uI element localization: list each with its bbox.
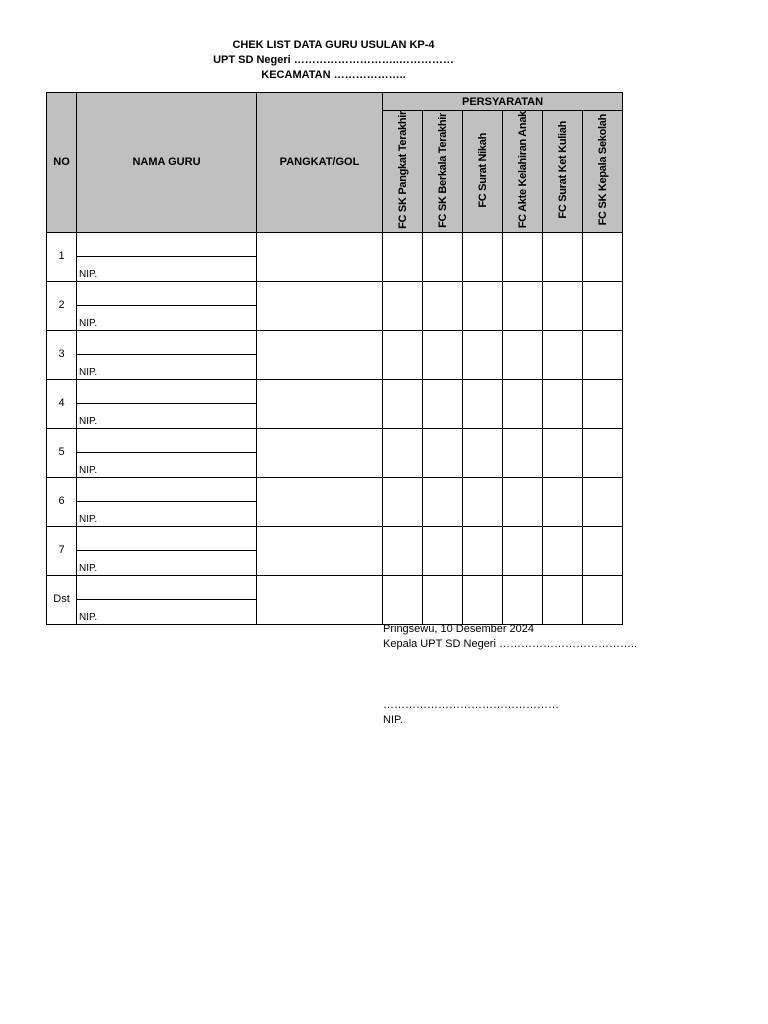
requirement-check-cell[interactable] <box>503 330 543 379</box>
requirement-check-cell[interactable] <box>383 232 423 281</box>
name-divider <box>77 452 256 453</box>
requirement-check-cell[interactable] <box>463 477 503 526</box>
table-row <box>47 477 623 526</box>
header-pangkat-gol: PANGKAT/GOL <box>257 93 383 233</box>
requirement-label: FC SK Kepala Sekolah <box>596 114 609 226</box>
signature-place-date: Pringsewu, 10 Desember 2024 <box>383 623 535 635</box>
nip-label: NIP. <box>79 513 98 525</box>
row-number: 1 <box>58 249 65 262</box>
requirement-check-cell[interactable] <box>543 379 583 428</box>
name-divider <box>77 550 256 551</box>
requirement-check-cell[interactable] <box>503 232 543 281</box>
requirement-check-cell[interactable] <box>543 281 583 330</box>
requirement-check-cell[interactable] <box>543 526 583 575</box>
row-number: 5 <box>58 445 65 458</box>
requirement-label: FC Surat Ket Kuliah <box>556 121 569 219</box>
requirement-check-cell[interactable] <box>543 428 583 477</box>
requirement-check-cell[interactable] <box>543 477 583 526</box>
district-line: KECAMATAN ……………….. <box>261 69 406 81</box>
requirement-check-cell[interactable] <box>463 575 503 624</box>
pangkat-gol-cell[interactable] <box>257 428 383 477</box>
requirement-check-cell[interactable] <box>463 526 503 575</box>
header-nama-guru: NAMA GURU <box>77 93 257 233</box>
row-number-cell <box>47 232 77 281</box>
nama-guru-cell[interactable] <box>77 330 257 379</box>
pangkat-gol-cell[interactable] <box>257 477 383 526</box>
nip-label: NIP. <box>79 464 98 476</box>
nip-label: NIP. <box>79 317 98 329</box>
row-number-cell <box>47 281 77 330</box>
requirement-check-cell[interactable] <box>583 428 623 477</box>
requirement-check-cell[interactable] <box>383 428 423 477</box>
name-divider <box>77 501 256 502</box>
pangkat-gol-cell[interactable] <box>257 526 383 575</box>
nip-label: NIP. <box>79 366 98 378</box>
requirement-header <box>383 111 423 233</box>
requirement-check-cell[interactable] <box>463 428 503 477</box>
table-row <box>47 428 623 477</box>
requirement-header <box>503 111 543 233</box>
nama-guru-cell[interactable] <box>77 575 257 624</box>
requirement-check-cell[interactable] <box>463 281 503 330</box>
requirement-check-cell[interactable] <box>423 477 463 526</box>
row-number: 4 <box>58 396 65 409</box>
requirement-check-cell[interactable] <box>543 330 583 379</box>
requirement-header <box>543 111 583 233</box>
nip-label: NIP. <box>79 611 98 623</box>
signature-nip: NIP. <box>383 714 403 726</box>
requirement-check-cell[interactable] <box>383 379 423 428</box>
requirement-check-cell[interactable] <box>503 379 543 428</box>
row-number: 3 <box>58 347 65 360</box>
document-title: CHEK LIST DATA GURU USULAN KP-4 <box>232 39 435 51</box>
requirement-check-cell[interactable] <box>423 428 463 477</box>
nip-label: NIP. <box>79 268 98 280</box>
school-line: UPT SD Negeri ………………………..…………… <box>213 54 454 66</box>
requirement-label: FC SK Berkala Terakhir <box>436 112 449 228</box>
requirement-check-cell[interactable] <box>423 379 463 428</box>
requirement-check-cell[interactable] <box>383 526 423 575</box>
checklist-table <box>46 92 623 625</box>
name-divider <box>77 354 256 355</box>
header-persyaratan: PERSYARATAN <box>383 93 623 111</box>
requirement-header <box>583 111 623 233</box>
requirement-check-cell[interactable] <box>543 575 583 624</box>
requirement-check-cell[interactable] <box>423 330 463 379</box>
requirement-check-cell[interactable] <box>383 575 423 624</box>
nama-guru-cell[interactable] <box>77 477 257 526</box>
requirement-check-cell[interactable] <box>423 575 463 624</box>
row-number-cell <box>47 575 77 624</box>
name-divider <box>77 305 256 306</box>
table-row <box>47 281 623 330</box>
nama-guru-cell[interactable] <box>77 232 257 281</box>
nama-guru-cell[interactable] <box>77 526 257 575</box>
requirement-check-cell[interactable] <box>583 575 623 624</box>
requirement-check-cell[interactable] <box>503 477 543 526</box>
requirement-check-cell[interactable] <box>423 232 463 281</box>
row-number: 7 <box>58 543 65 556</box>
requirement-check-cell[interactable] <box>503 281 543 330</box>
pangkat-gol-cell[interactable] <box>257 379 383 428</box>
table-row <box>47 526 623 575</box>
requirement-check-cell[interactable] <box>583 379 623 428</box>
row-number: 2 <box>58 298 65 311</box>
row-number-cell <box>47 477 77 526</box>
name-divider <box>77 256 256 257</box>
pangkat-gol-cell[interactable] <box>257 281 383 330</box>
signature-position: Kepala UPT SD Negeri ……………………………….. <box>383 638 638 650</box>
requirement-check-cell[interactable] <box>463 330 503 379</box>
requirement-label: FC SK Pangkat Terakhir <box>396 111 409 229</box>
nama-guru-cell[interactable] <box>77 428 257 477</box>
requirement-check-cell[interactable] <box>423 526 463 575</box>
nama-guru-cell[interactable] <box>77 281 257 330</box>
requirement-check-cell[interactable] <box>463 232 503 281</box>
nip-label: NIP. <box>79 415 98 427</box>
requirement-label: FC Surat Nikah <box>476 132 489 208</box>
table-row <box>47 232 623 281</box>
requirement-label: FC Akte Kelahiran Anak <box>516 111 529 229</box>
requirement-header <box>463 111 503 233</box>
requirement-check-cell[interactable] <box>583 330 623 379</box>
nama-guru-cell[interactable] <box>77 379 257 428</box>
row-number-cell <box>47 379 77 428</box>
requirement-check-cell[interactable] <box>423 281 463 330</box>
requirement-check-cell[interactable] <box>583 232 623 281</box>
pangkat-gol-cell[interactable] <box>257 232 383 281</box>
row-number-cell <box>47 526 77 575</box>
row-number: Dst <box>53 592 70 605</box>
name-divider <box>77 599 256 600</box>
requirement-check-cell[interactable] <box>543 232 583 281</box>
requirement-check-cell[interactable] <box>463 379 503 428</box>
header-no: NO <box>47 93 77 233</box>
requirement-check-cell[interactable] <box>383 477 423 526</box>
nip-label: NIP. <box>79 562 98 574</box>
table-row <box>47 575 623 624</box>
row-number-cell <box>47 428 77 477</box>
signature-name-line: ………………………………………… <box>383 699 559 711</box>
requirement-check-cell[interactable] <box>583 526 623 575</box>
requirement-header <box>423 111 463 233</box>
requirement-check-cell[interactable] <box>503 575 543 624</box>
requirement-check-cell[interactable] <box>583 281 623 330</box>
row-number-cell <box>47 330 77 379</box>
requirement-check-cell[interactable] <box>503 428 543 477</box>
requirement-check-cell[interactable] <box>503 526 543 575</box>
name-divider <box>77 403 256 404</box>
table-row <box>47 379 623 428</box>
requirement-check-cell[interactable] <box>383 281 423 330</box>
pangkat-gol-cell[interactable] <box>257 330 383 379</box>
pangkat-gol-cell[interactable] <box>257 575 383 624</box>
requirement-check-cell[interactable] <box>583 477 623 526</box>
row-number: 6 <box>58 494 65 507</box>
requirement-check-cell[interactable] <box>383 330 423 379</box>
table-row <box>47 330 623 379</box>
